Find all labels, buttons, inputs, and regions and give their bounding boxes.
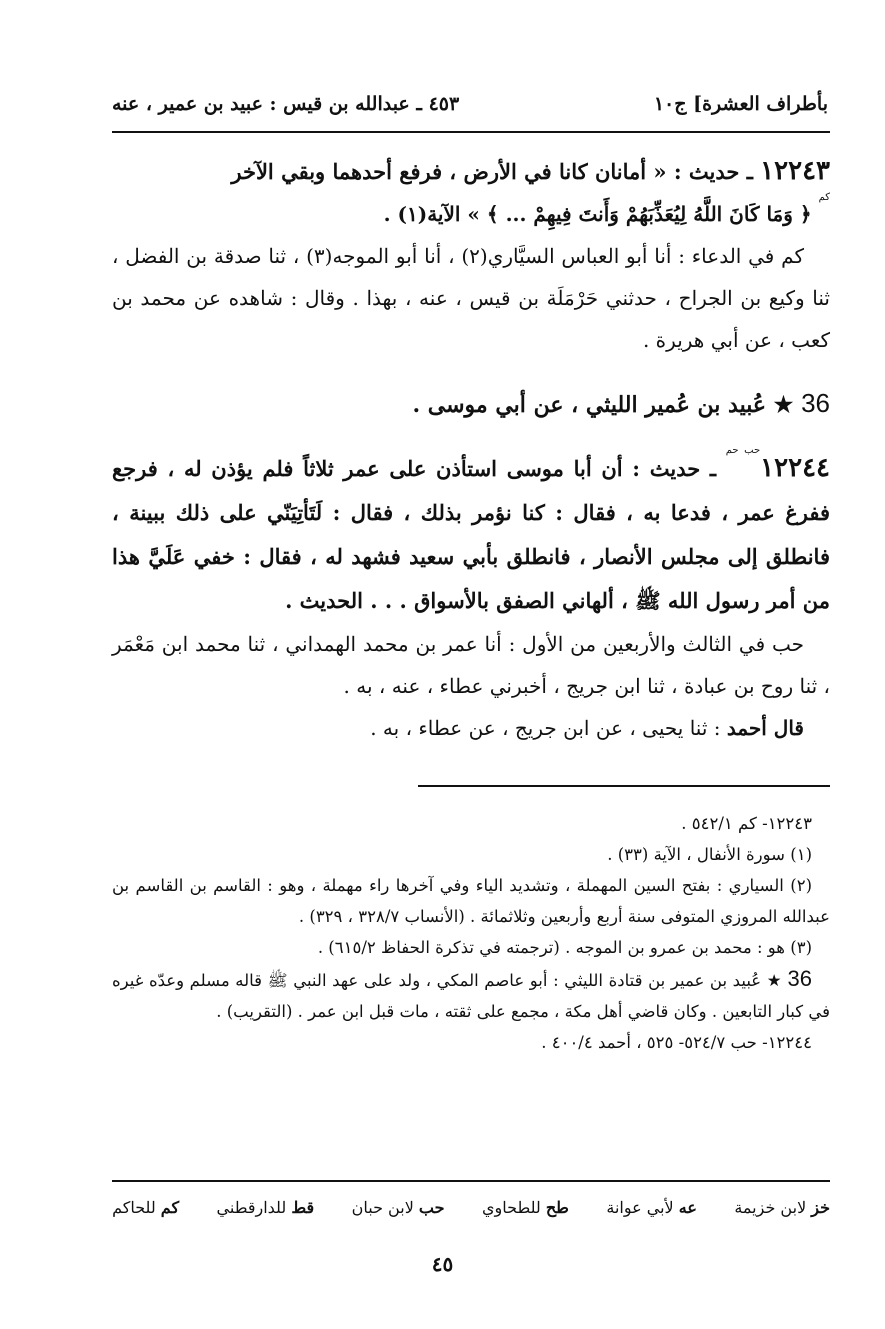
- footnote-rule: [418, 785, 830, 787]
- hadith-12243: [112, 150, 830, 361]
- header-rule: [112, 131, 830, 133]
- isnad-12244-b: قال أحمد : ثنا يحيى ، عن ابن جريج ، عن عطاء ، به .: [370, 716, 804, 740]
- page-number: ٤٥: [431, 1252, 454, 1276]
- header-left: ٤٥٣ ـ عبدالله بن قيس : عبيد بن عمير ، عنه: [112, 93, 460, 115]
- footnote-12244: ١٢٢٤٤- حب ٥٢٤/٧- ٥٢٥ ، أحمد ٤٠٠/٤ .: [541, 1033, 812, 1052]
- hadith-12244: [112, 446, 830, 749]
- abbr-item: طح للطحاوي: [481, 1197, 569, 1217]
- abbreviations-rule: [112, 1180, 830, 1182]
- star-icon: ★: [766, 971, 782, 990]
- abbr-item: كم للحاكم: [112, 1197, 180, 1217]
- abbr-item: خز لابن خزيمة: [734, 1197, 830, 1217]
- hadith-number: ١٢٢٤٣: [760, 156, 830, 186]
- star-icon: ★: [773, 392, 794, 418]
- isnad-12244-a: حب في الثالث والأربعين من الأول : أنا عمر بن محمد الهمداني ، ثنا محمد ابن مَعْمَر ، ثنا روح بن عبادة ، ثنا ابن جريج ، أخبرني عطاء ، عنه ، به .: [112, 632, 830, 698]
- isnad-12243: كم في الدعاء : أنا أبو العباس السيَّاري(٢) ، أنا أبو الموجه(٣) ، ثنا صدقة بن الفضل ، ثنا وكيع بن الجراح ، حدثني حَرْمَلَة بن قيس ، عنه ، بهذا . وقال : شاهده عن محمد بن كعب ، عن أبي هريرة .: [112, 244, 830, 352]
- source-code: كم: [818, 192, 830, 203]
- footnotes: [112, 808, 830, 1058]
- section-36-heading: [112, 380, 830, 428]
- section-title: عُبيد بن عُمير الليثي ، عن أبي موسى .: [412, 392, 766, 418]
- source-code: حب حم: [725, 445, 761, 456]
- footnote-3: (٣) هو : محمد بن عمرو بن الموجه . (ترجمته في تذكرة الحفاظ ٦١٥/٢) .: [317, 938, 812, 957]
- footnote-1: (١) سورة الأنفال ، الآية (٣٣) .: [607, 845, 812, 864]
- quran-verse-line: $^{كم}$ ﴿ وَمَا كَانَ اللَّهُ لِيُعَذِّبَهُمْ وَأَنتَ فِيهِمْ ... ﴾ » الآية(١) .: [383, 192, 830, 226]
- header-right: بأطراف العشرة] ج١٠: [653, 93, 828, 115]
- running-header: [112, 88, 828, 120]
- abbr-item: قط للدارقطني: [216, 1197, 315, 1217]
- abbreviations-key: [112, 1192, 830, 1222]
- abbr-item: حب لابن حبان: [351, 1197, 445, 1217]
- section-number: 36: [801, 388, 830, 418]
- abbr-item: عه لأبي عوانة: [606, 1197, 697, 1217]
- hadith-number: ١٢٢٤٤: [760, 453, 830, 483]
- hadith-12243-heading: ١٢٢٤٣ ـ حديث : « أمانان كانا في الأرض ، فرفع أحدهما وبقي الآخر: [231, 156, 830, 186]
- footnote-12243: ١٢٢٤٣- كم ٥٤٢/١ .: [681, 814, 812, 833]
- hadith-12244-text: $١٢٢٤٤^{حب حم}$ ـ حديث : أن أبا موسى استأذن على عمر ثلاثاً فلم يؤذن له ، فرجع ففرغ عمر ، فدعا به ، فقال : كنا نؤمر بذلك ، فقال : لَتَأتِيَنّي على ذلك ببينة ، فانطلق إلى مجلس الأنصار ، فانطلق بأبي سعيد فشهد له ، فقال : خفي عَلَيَّ هذا من أمر رسول الله ﷺ ، ألهاني الصفق بالأسواق . . . الحديث .: [112, 445, 830, 613]
- quran-verse: ﴿ وَمَا كَانَ اللَّهُ لِيُعَذِّبَهُمْ وَأَنتَ فِيهِمْ ... ﴾: [486, 202, 812, 226]
- footnote-2: (٢) السياري : بفتح السين المهملة ، وتشديد الياء وفي آخرها راء مهملة ، وهو : القاسم بن القاسم بن عبدالله المروزي المتوفى سنة أربع وأربعين وثلاثمائة . (الأنساب ٣٢٨/٧ ، ٣٢٩) .: [112, 876, 830, 926]
- footnote-36: 36 ★ عُبيد بن عمير بن قتادة الليثي : أبو عاصم المكي ، ولد على عهد النبي ﷺ قاله مسلم وعدّه غيره في كبار التابعين . وكان قاضي أهل مكة ، مجمع على ثقته ، مات قبل ابن عمر . (التقريب) .: [112, 966, 830, 1021]
